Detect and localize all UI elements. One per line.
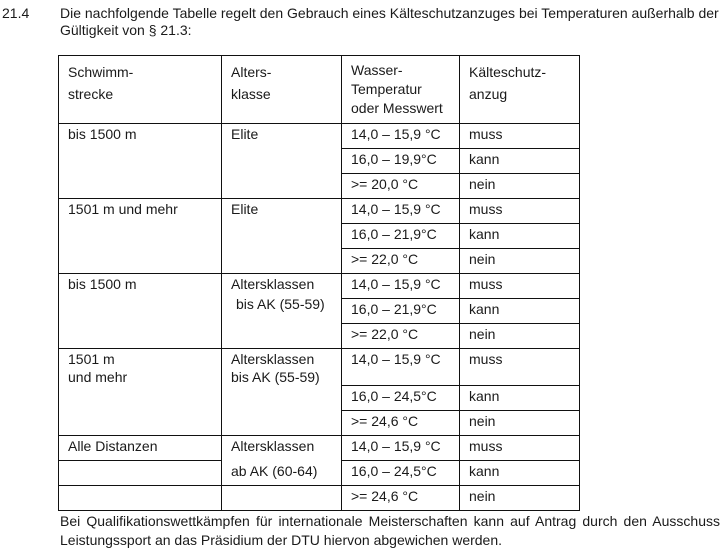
temperature-cell: 16,0 – 21,9°C	[342, 299, 460, 324]
age-class-cell: Elite	[222, 199, 342, 274]
table-row	[59, 436, 580, 461]
cold-protection-table	[58, 55, 580, 511]
suit-cell: muss	[460, 349, 580, 386]
suit-cell: kann	[460, 386, 580, 411]
temperature-cell: >= 20,0 °C	[342, 174, 460, 199]
header-age-class: Alters- klasse	[222, 56, 342, 124]
suit-cell: nein	[460, 249, 580, 274]
temperature-cell: 16,0 – 24,5°C	[342, 461, 460, 486]
temperature-cell: 14,0 – 15,9 °C	[342, 349, 460, 386]
distance-cell: bis 1500 m	[59, 124, 222, 199]
temperature-cell: >= 22,0 °C	[342, 249, 460, 274]
section-number: 21.4	[2, 5, 30, 21]
suit-cell: muss	[460, 436, 580, 461]
temperature-cell: 14,0 – 15,9 °C	[342, 274, 460, 299]
table-row	[59, 199, 580, 224]
table-row	[59, 461, 580, 486]
temperature-cell: 14,0 – 15,9 °C	[342, 436, 460, 461]
age-class-cell: Altersklassen	[222, 436, 342, 461]
distance-cell: 1501 m und mehr	[59, 199, 222, 274]
suit-cell: muss	[460, 274, 580, 299]
distance-cell: bis 1500 m	[59, 274, 222, 349]
header-distance: Schwimm- strecke	[59, 56, 222, 124]
suit-cell: nein	[460, 486, 580, 511]
intro-paragraph: Die nachfolgende Tabelle regelt den Gebrauch eines Kälteschutzanzuges bei Temperaturen außerhalb der Gültigkeit von § 21.3:	[60, 5, 719, 38]
table-header-row	[59, 56, 580, 124]
temperature-cell: 16,0 – 19,9°C	[342, 149, 460, 174]
header-cold-suit: Kälteschutz- anzug	[460, 56, 580, 124]
temperature-cell: 16,0 – 24,5°C	[342, 386, 460, 411]
distance-cell-empty	[59, 486, 222, 511]
distance-cell-empty	[59, 461, 222, 486]
table-row	[59, 124, 580, 149]
suit-cell: nein	[460, 411, 580, 436]
distance-cell: Alle Distanzen	[59, 436, 222, 461]
age-class-cell: Altersklassen bis AK (55-59)	[222, 274, 342, 349]
temperature-cell: 14,0 – 15,9 °C	[342, 124, 460, 149]
suit-cell: kann	[460, 149, 580, 174]
suit-cell: kann	[460, 461, 580, 486]
temperature-cell: >= 24,6 °C	[342, 411, 460, 436]
suit-cell: muss	[460, 199, 580, 224]
suit-cell: nein	[460, 324, 580, 349]
closing-paragraph: Bei Qualifikationswettkämpfen für internationale Meisterschaften kann auf Antrag durch den Ausschuss Leistungssport an das Präsidium der DTU hiervon abgewichen werden.	[60, 513, 720, 548]
table-row	[59, 274, 580, 299]
distance-cell: 1501 m und mehr	[59, 349, 222, 436]
table-row	[59, 349, 580, 386]
age-class-cell: Elite	[222, 124, 342, 199]
age-class-cell: ab AK (60-64)	[222, 461, 342, 486]
temperature-cell: >= 22,0 °C	[342, 324, 460, 349]
temperature-cell: 16,0 – 21,9°C	[342, 224, 460, 249]
suit-cell: muss	[460, 124, 580, 149]
table-row	[59, 486, 580, 511]
header-water-temperature: Wasser- Temperatur oder Messwert	[342, 56, 460, 124]
temperature-cell: >= 24,6 °C	[342, 486, 460, 511]
suit-cell: nein	[460, 174, 580, 199]
temperature-cell: 14,0 – 15,9 °C	[342, 199, 460, 224]
age-class-cell-empty	[222, 486, 342, 511]
age-class-cell: Altersklassen bis AK (55-59)	[222, 349, 342, 436]
suit-cell: kann	[460, 224, 580, 249]
suit-cell: kann	[460, 299, 580, 324]
